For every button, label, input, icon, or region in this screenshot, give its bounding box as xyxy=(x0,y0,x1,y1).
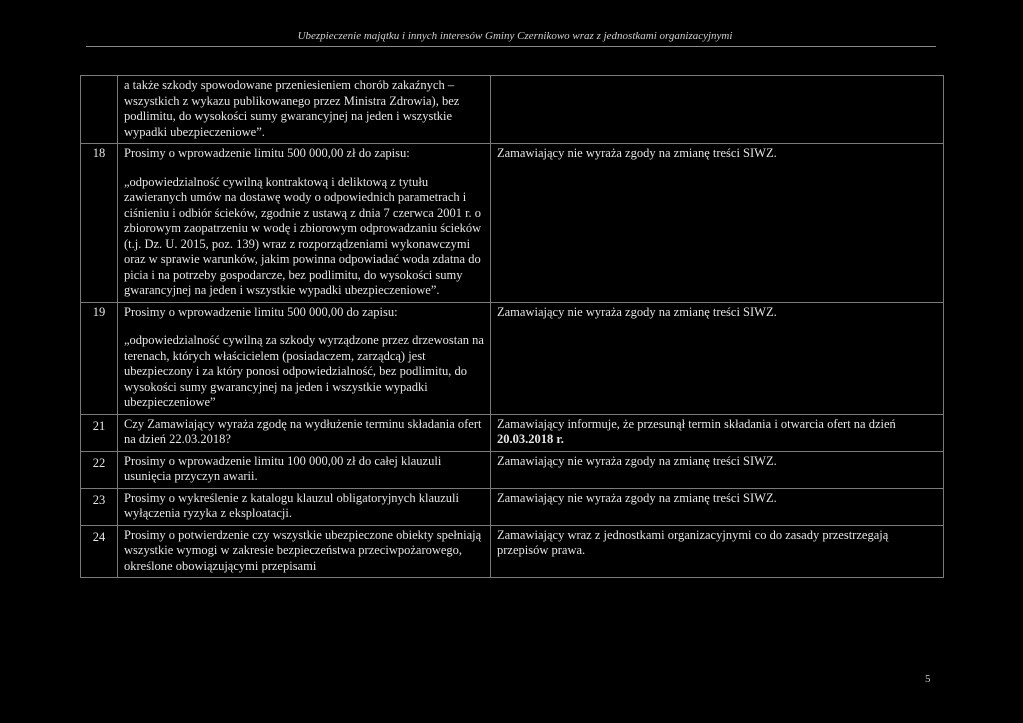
answer-cell: Zamawiający nie wyraża zgody na zmianę treści SIWZ. xyxy=(491,488,944,525)
question-text: „odpowiedzialność cywilną kontraktową i deliktową z tytułu zawieranych umów na dostawę wody o odpowiednich parametrach i ciśnieniu i odbiór ścieków, zgodnie z ustawą z dnia 7 czerwca 2001 r. o zbiorowym zaopatrzeniu w wodę i zbiorowym odprowadzaniu ścieków (t.j. Dz. U. 2015, poz. 139) wraz z rozporządzeniami wykonawczymi oraz w sprawie warunków, jakim powinna odpowiadać woda zdatna do picia i na potrzeby gospodarcze, bez podlimitu, do wysokości sumy gwarancyjnej na jeden i wszystkie wypadki ubezpieczeniowe”. xyxy=(124,174,482,297)
row-number: 19 xyxy=(81,302,118,414)
question-cell xyxy=(118,414,491,451)
answer-cell: Zamawiający nie wyraża zgody na zmianę treści SIWZ. xyxy=(491,302,944,414)
question-text: Prosimy o wprowadzenie limitu 500 000,00 do zapisu: xyxy=(124,304,398,319)
question-text: Prosimy o wprowadzenie limitu 500 000,00 zł do zapisu: xyxy=(124,146,410,160)
table-row xyxy=(81,414,944,451)
qa-table xyxy=(80,75,944,578)
page-number: 5 xyxy=(925,673,931,685)
question-text: Prosimy o wprowadzenie limitu 100 000,00 zł do całej klauzuli usunięcia przyczyn awarii. xyxy=(124,453,442,483)
answer-cell: Zamawiający wraz z jednostkami organizacyjnymi co do zasady przestrzegają przepisów prawa. xyxy=(491,525,944,578)
question-cell xyxy=(118,525,491,578)
row-number: 22 xyxy=(81,451,118,488)
question-cell xyxy=(118,302,491,414)
answer-cell: Zamawiający nie wyraża zgody na zmianę treści SIWZ. xyxy=(491,451,944,488)
question-cell xyxy=(118,488,491,525)
question-text: a także szkody spowodowane przeniesieniem chorób zakaźnych – wszystkich z wykazu publikowanego przez Ministra Zdrowia), bez podlimitu, do wysokości sumy gwarancyjnej na jeden i wszystkie wypadki ubezpieczeniowe”. xyxy=(124,78,460,139)
answer-text: Zamawiający informuje, że przesunął termin składania i otwarcia ofert na dzień xyxy=(497,416,896,431)
document-header: Ubezpieczenie majątku i innych interesów Gminy Czernikowo wraz z jednostkami organizacyjnymi xyxy=(297,30,733,42)
question-cell xyxy=(118,144,491,303)
question-text: „odpowiedzialność cywilną za szkody wyrządzone przez drzewostan na terenach, których właścicielem (posiadaczem, zarządcą) jest ubezpieczony i za który ponosi odpowiedzialność, bez podlimitu, do wysokości sumy gwarancyjnej na jeden i wszystkie wypadki ubezpieczeniowe” xyxy=(124,333,484,409)
table-row xyxy=(81,76,944,144)
table-row xyxy=(81,525,944,578)
table-row xyxy=(81,451,944,488)
header-rule xyxy=(86,46,936,47)
table-row xyxy=(81,302,944,414)
answer-cell xyxy=(491,414,944,451)
question-text: Prosimy o wykreślenie z katalogu klauzul obligatoryjnych klauzuli wyłączenia ryzyka z eksploatacji. xyxy=(124,490,459,520)
question-cell xyxy=(118,76,491,144)
row-number: 21 xyxy=(81,414,118,451)
row-number: 18 xyxy=(81,144,118,303)
question-cell xyxy=(118,451,491,488)
table-row xyxy=(81,144,944,303)
answer-cell: Zamawiający nie wyraża zgody na zmianę treści SIWZ. xyxy=(491,144,944,303)
question-text: Czy Zamawiający wyraża zgodę na wydłużenie terminu składania ofert na dzień 22.03.2018? xyxy=(124,416,482,446)
row-number: 24 xyxy=(81,525,118,578)
question-text: Prosimy o potwierdzenie czy wszystkie ubezpieczone obiekty spełniają wszystkie wymogi w zakresie bezpieczeństwa przeciwpożarowego, określone obowiązującymi przepisami xyxy=(124,527,482,573)
row-number xyxy=(81,76,118,144)
answer-cell xyxy=(491,76,944,144)
row-number: 23 xyxy=(81,488,118,525)
table-row xyxy=(81,488,944,525)
answer-date: 20.03.2018 r. xyxy=(497,432,564,446)
